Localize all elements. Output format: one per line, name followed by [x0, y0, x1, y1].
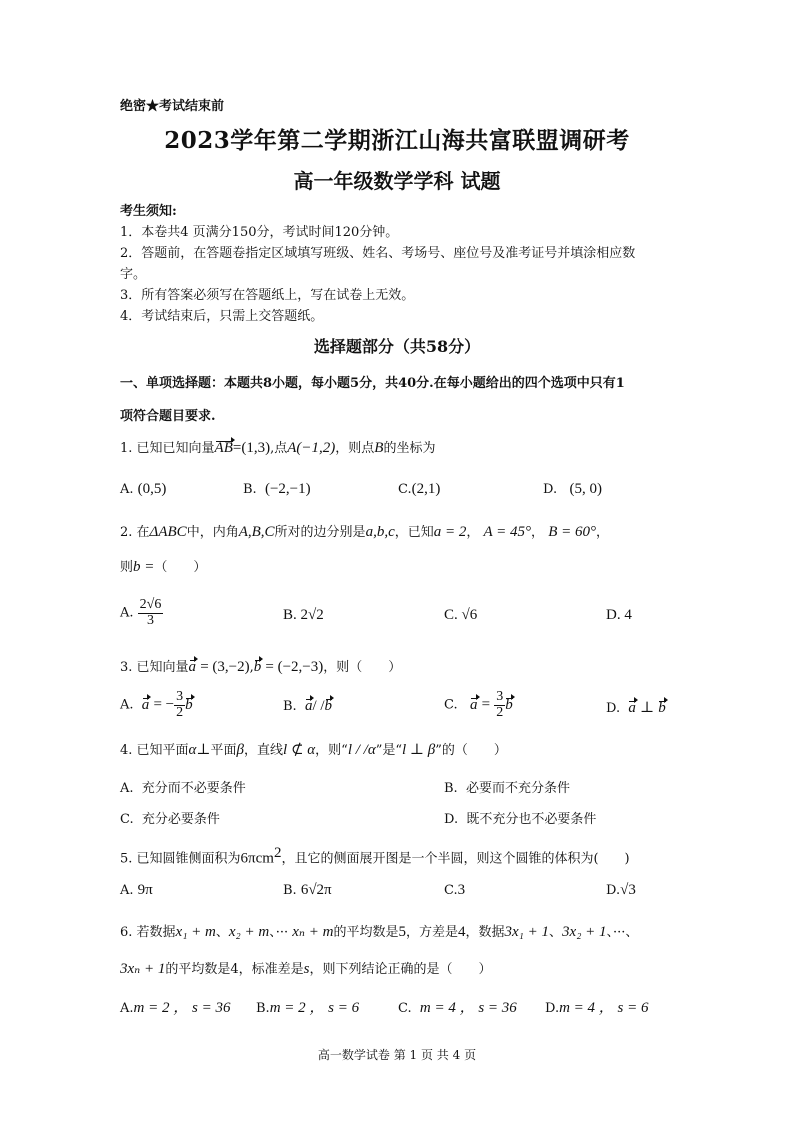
q1-text: 的坐标为 [383, 441, 436, 456]
q1-text: ，则点 [335, 441, 375, 456]
q4-option-d: D. 既不充分也不必要条件 [444, 812, 597, 827]
q2-option-c: C. √6 [444, 607, 478, 623]
q5-option-b: B. 6√2π [283, 882, 332, 898]
question-6-line2: 3xₙ + 1的平均数是4，标准差是s，则下列结论正确的是（ ） [120, 961, 492, 977]
q2-option-a: A. $\frac{2√6}{3}$ [120, 597, 162, 628]
confidential-label: 绝密★考试结束前 [120, 99, 225, 114]
question-6: 6. 若数据x₁ + m、x₂ + m、··· xₙ + m的平均数是5，方差是4，数据3x₁ + 1、3x₂ + 1、···、 [120, 924, 639, 940]
q5-option-c: C.3 [444, 882, 466, 898]
q6-option-d: D.m = 4 ， s = 6 [545, 1000, 649, 1016]
q3-option-b: B. a/ /b [283, 698, 333, 714]
question-3: 3. 已知向量a = (3,−2),b = (−2,−3)，则（ ） [120, 659, 402, 675]
section-title: 选择题部分（共58分） [313, 337, 481, 356]
notice-item: 2．答题前，在答题卷指定区域填写班级、姓名、考场号、座位号及准考证号并填涂相应数 [120, 246, 636, 261]
part-instructions-line1: 一、单项选择题：本题共8小题，每小题5分，共40分.在每小题给出的四个选项中只有1 [120, 376, 625, 391]
q5-option-a: A. 9π [120, 882, 153, 898]
q4-option-c: C. 充分必要条件 [120, 812, 220, 827]
exam-title: 2023学年第二学期浙江山海共富联盟调研考 [164, 127, 630, 154]
q3-option-a: A. a = − $\frac{3}{2}$ b [120, 689, 193, 720]
question-2-line2: 则b =（ ） [120, 559, 207, 575]
part-instructions-line2: 项符合题目要求. [120, 409, 216, 424]
q1-point-a: A(−1,2) [287, 440, 336, 456]
q4-option-a: A. 充分而不必要条件 [120, 781, 246, 796]
notice-item: 3．所有答案必须写在答题纸上，写在试卷上无效。 [120, 288, 415, 303]
notice-item: 字。 [120, 267, 147, 282]
question-2: 2. 在ΔABC中，内角A,B,C所对的边分别是a,b,c，已知a = 2， A = 45°， B = 60°， [120, 524, 610, 540]
q6-option-c: C. m = 4 ， s = 36 [398, 1000, 517, 1016]
vector-a: a [188, 659, 197, 675]
notice-heading: 考生须知: [120, 204, 177, 219]
question-5: 5. 已知圆锥侧面积为6πcm$^2$，且它的侧面展开图是一个半圆，则这个圆锥的体积为( ) [120, 845, 630, 867]
vector-b: b [253, 659, 262, 675]
q1-text: ,点 [270, 441, 288, 456]
triangle-abc: ΔABC [149, 524, 187, 540]
question-1 [120, 437, 435, 457]
question-4: 4. 已知平面α⊥平面β，直线l ⊄ α，则“l / /α”是“l ⊥ β”的（ ） [120, 742, 507, 758]
q4-option-b: B. 必要而不充分条件 [444, 781, 570, 796]
vector-ab: AB [214, 440, 233, 456]
q1-option-c: C.(2,1) [398, 481, 441, 497]
q1-point-b: B [374, 440, 384, 456]
q1-option-d: D. (5, 0) [543, 481, 602, 497]
page-footer: 高一数学试卷 第 1 页 共 4 页 [317, 1048, 477, 1062]
q1-option-b: B. (−2,−1) [243, 481, 311, 497]
q2-option-b: B. 2√2 [283, 607, 324, 623]
q6-option-b: B.m = 2 ， s = 6 [256, 1000, 360, 1016]
notice-item: 1．本卷共4 页满分150分，考试时间120分钟。 [120, 225, 399, 240]
q6-option-a: A.m = 2 ， s = 36 [120, 1000, 231, 1016]
q5-option-d: D.√3 [606, 882, 636, 898]
q3-option-c: C. a = $\frac{3}{2}$ b [444, 689, 513, 720]
q1-vector-value: =(1,3) [232, 440, 271, 456]
q1-text: 1. 已知已知向量 [120, 441, 215, 456]
exam-subtitle: 高一年级数学学科 试题 [293, 169, 501, 193]
notice-item: 4．考试结束后，只需上交答题纸。 [120, 309, 324, 324]
q2-option-d: D. 4 [606, 607, 632, 623]
q3-option-d: D. a ⊥ b [606, 700, 666, 716]
q1-option-a: A. (0,5) [120, 481, 167, 497]
